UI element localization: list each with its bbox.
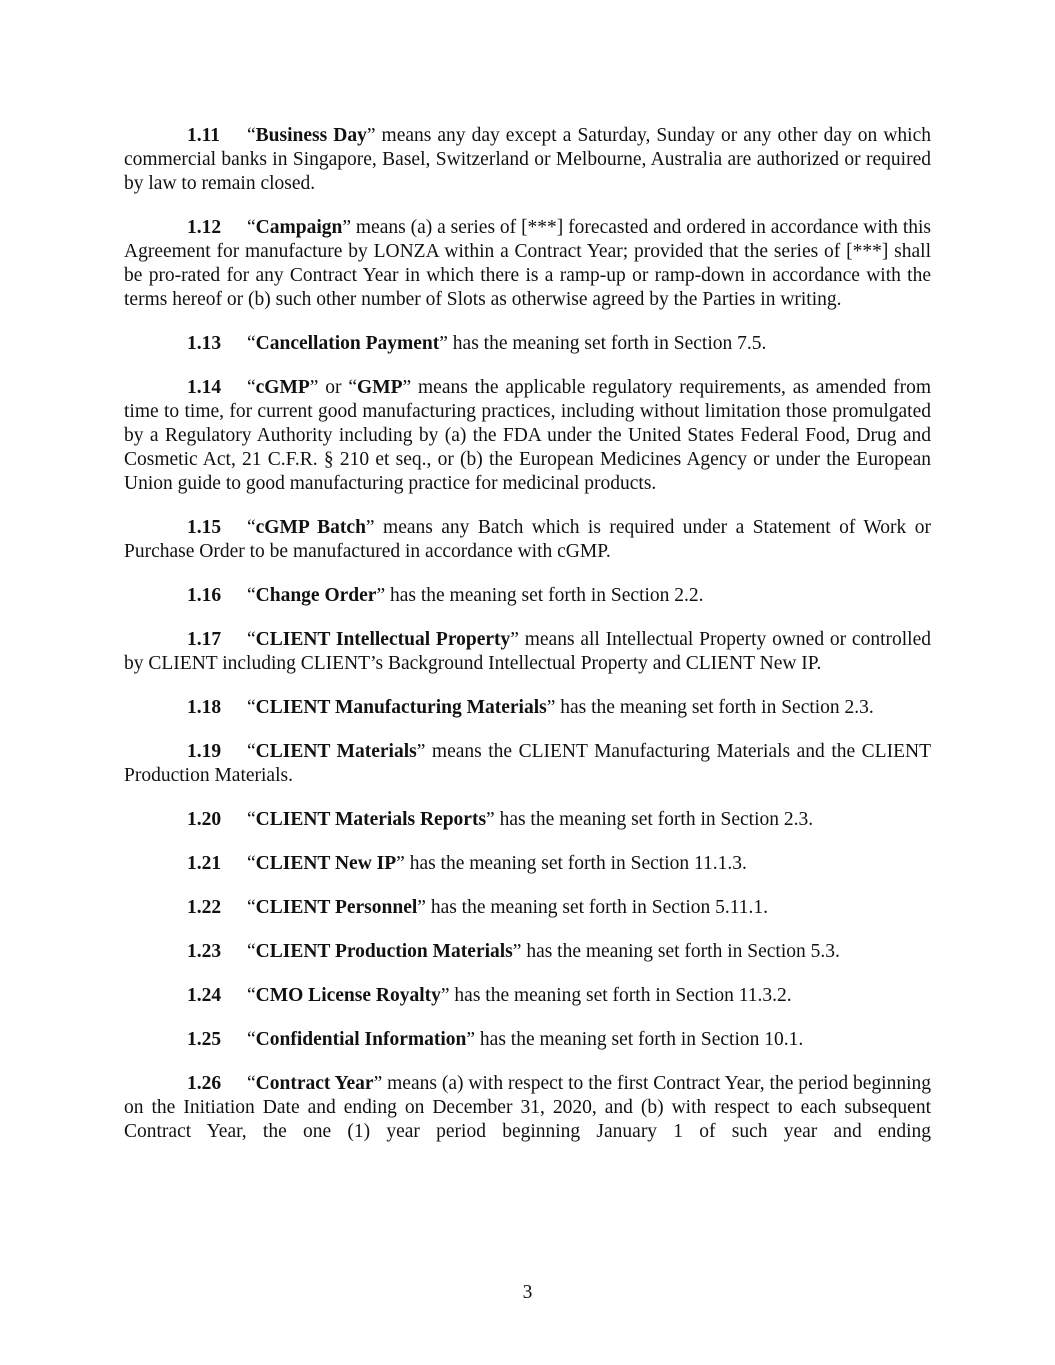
definition-number: 1.17: [187, 629, 222, 650]
definition-1-14: [124, 376, 931, 496]
defined-term: CLIENT Manufacturing Materials: [255, 697, 547, 718]
close-quote: ”: [365, 517, 375, 538]
page-number: 3: [522, 1282, 533, 1303]
close-quote: ”: [466, 1029, 476, 1050]
definition-text: means (a) with respect to the first Contract Year, the period beginning on the Initiation Date and ending on December 31, 2020, and (b) with respect to each subsequent Contract Year, the one (1) year period beginning January 1 of such year and ending: [124, 1073, 932, 1142]
defined-term: CMO License Royalty: [255, 985, 441, 1006]
definition-number: 1.13: [187, 333, 222, 354]
definition-number: 1.20: [187, 809, 222, 830]
definition-number: 1.12: [187, 217, 222, 238]
definition-text: means the applicable regulatory requirements, as amended from time to time, for current good manufacturing practices, including without limitation those promulgated by a Regulatory Authority including by (a) the FDA under the United States Federal Food, Drug and Cosmetic Act, 21 C.F.R. § 210 et seq., or (b) the European Medicines Agency or under the European Union guide to good manufacturing practice for medicinal products.: [124, 377, 931, 494]
close-quote: ”: [402, 377, 412, 398]
defined-term: cGMP: [255, 377, 310, 398]
defined-term: Campaign: [255, 217, 343, 238]
open-quote: “: [247, 1029, 256, 1050]
definition-connector: or: [318, 377, 349, 398]
defined-term: Change Order: [255, 585, 377, 606]
definition-number: 1.19: [187, 741, 222, 762]
defined-term: CLIENT Materials Reports: [255, 809, 487, 830]
definition-1-16: [124, 584, 931, 608]
close-quote: ”: [373, 1073, 383, 1094]
open-quote: “: [247, 741, 256, 762]
definition-1-19: [124, 740, 931, 788]
definition-number: 1.18: [187, 697, 222, 718]
definition-1-21: [124, 852, 931, 876]
close-quote: ”: [342, 217, 351, 238]
definition-text: means all Intellectual Property owned or controlled by CLIENT including CLIENT’s Background Intellectual Property and CLIENT New IP.: [124, 629, 931, 674]
definition-text: has the meaning set forth in Section 2.3.: [555, 697, 874, 718]
definition-text: means (a) a series of [***] forecasted and ordered in accordance with this Agreement for manufacture by LONZA within a Contract Year; provided that the series of [***] shall be pro-rated for any Contract Year in which there is a ramp-up or ramp-down in accordance with the terms hereof or (b) such other number of Slots as otherwise agreed by the Parties in writing.: [124, 217, 931, 310]
close-quote: ”: [417, 897, 426, 918]
defined-term: CLIENT Production Materials: [255, 941, 513, 962]
close-quote: ”: [439, 333, 448, 354]
defined-term: Contract Year: [255, 1073, 374, 1094]
definition-number: 1.16: [187, 585, 222, 606]
definition-1-17: [124, 628, 931, 676]
definition-1-24: [124, 984, 931, 1008]
open-quote: “: [247, 629, 256, 650]
defined-term: cGMP Batch: [255, 517, 366, 538]
defined-term: Confidential Information: [255, 1029, 467, 1050]
definition-number: 1.26: [187, 1073, 222, 1094]
definition-text: has the meaning set forth in Section 2.3.: [494, 809, 814, 830]
definition-number: 1.23: [187, 941, 222, 962]
open-quote: “: [247, 517, 256, 538]
definition-text: means any Batch which is required under a Statement of Work or Purchase Order to be manufactured in accordance with cGMP.: [124, 517, 931, 562]
definition-number: 1.15: [187, 517, 222, 538]
definition-text: has the meaning set forth in Section 10.1.: [475, 1029, 804, 1050]
open-quote: “: [348, 377, 358, 398]
open-quote: “: [247, 809, 256, 830]
close-quote: ”: [512, 941, 522, 962]
definition-text: has the meaning set forth in Section 2.2.: [385, 585, 704, 606]
defined-term-alt: GMP: [357, 377, 403, 398]
definition-text: has the meaning set forth in Section 5.3.: [521, 941, 840, 962]
open-quote: “: [247, 1073, 256, 1094]
close-quote: ”: [486, 809, 495, 830]
open-quote: “: [247, 125, 256, 146]
close-quote: ”: [396, 853, 405, 874]
defined-term: CLIENT New IP: [255, 853, 397, 874]
definition-1-22: [124, 896, 931, 920]
open-quote: “: [247, 585, 256, 606]
open-quote: “: [247, 853, 256, 874]
definition-text: has the meaning set forth in Section 11.1.3.: [404, 853, 747, 874]
definition-1-20: [124, 808, 931, 832]
definition-1-23: [124, 940, 931, 964]
open-quote: “: [247, 333, 256, 354]
definition-number: 1.14: [187, 377, 222, 398]
open-quote: “: [247, 941, 256, 962]
close-quote: ”: [546, 697, 556, 718]
definition-text: means any day except a Saturday, Sunday or any other day on which commercial banks in Singapore, Basel, Switzerland or Melbourne, Australia are authorized or required by law to remain closed.: [124, 125, 931, 194]
open-quote: “: [247, 985, 256, 1006]
defined-term: CLIENT Intellectual Property: [255, 629, 511, 650]
defined-term: CLIENT Personnel: [255, 897, 418, 918]
definition-1-18: [124, 696, 931, 720]
close-quote: ”: [366, 125, 376, 146]
close-quote: ”: [510, 629, 519, 650]
open-quote: “: [247, 217, 256, 238]
defined-term: Business Day: [255, 125, 367, 146]
open-quote: “: [247, 377, 256, 398]
defined-term: CLIENT Materials: [255, 741, 417, 762]
defined-term: Cancellation Payment: [255, 333, 440, 354]
definition-1-11: [124, 124, 931, 196]
open-quote: “: [247, 697, 256, 718]
definition-1-15: [124, 516, 931, 564]
definition-1-26: [124, 1072, 931, 1144]
definition-1-12: [124, 216, 931, 312]
close-quote: ”: [416, 741, 426, 762]
close-quote: ”: [309, 377, 319, 398]
open-quote: “: [247, 897, 256, 918]
definition-text: means the CLIENT Manufacturing Materials and the CLIENT Production Materials.: [124, 741, 931, 786]
close-quote: ”: [440, 985, 450, 1006]
definition-number: 1.21: [187, 853, 222, 874]
definition-number: 1.25: [187, 1029, 222, 1050]
definition-text: has the meaning set forth in Section 11.3.2.: [449, 985, 792, 1006]
definition-number: 1.11: [187, 125, 221, 146]
definition-text: has the meaning set forth in Section 7.5.: [447, 333, 767, 354]
definition-1-25: [124, 1028, 931, 1052]
definition-number: 1.24: [187, 985, 222, 1006]
definition-text: has the meaning set forth in Section 5.11.1.: [425, 897, 769, 918]
definitions-list: [124, 124, 931, 1164]
definition-1-13: [124, 332, 931, 356]
definition-number: 1.22: [187, 897, 222, 918]
close-quote: ”: [376, 585, 386, 606]
